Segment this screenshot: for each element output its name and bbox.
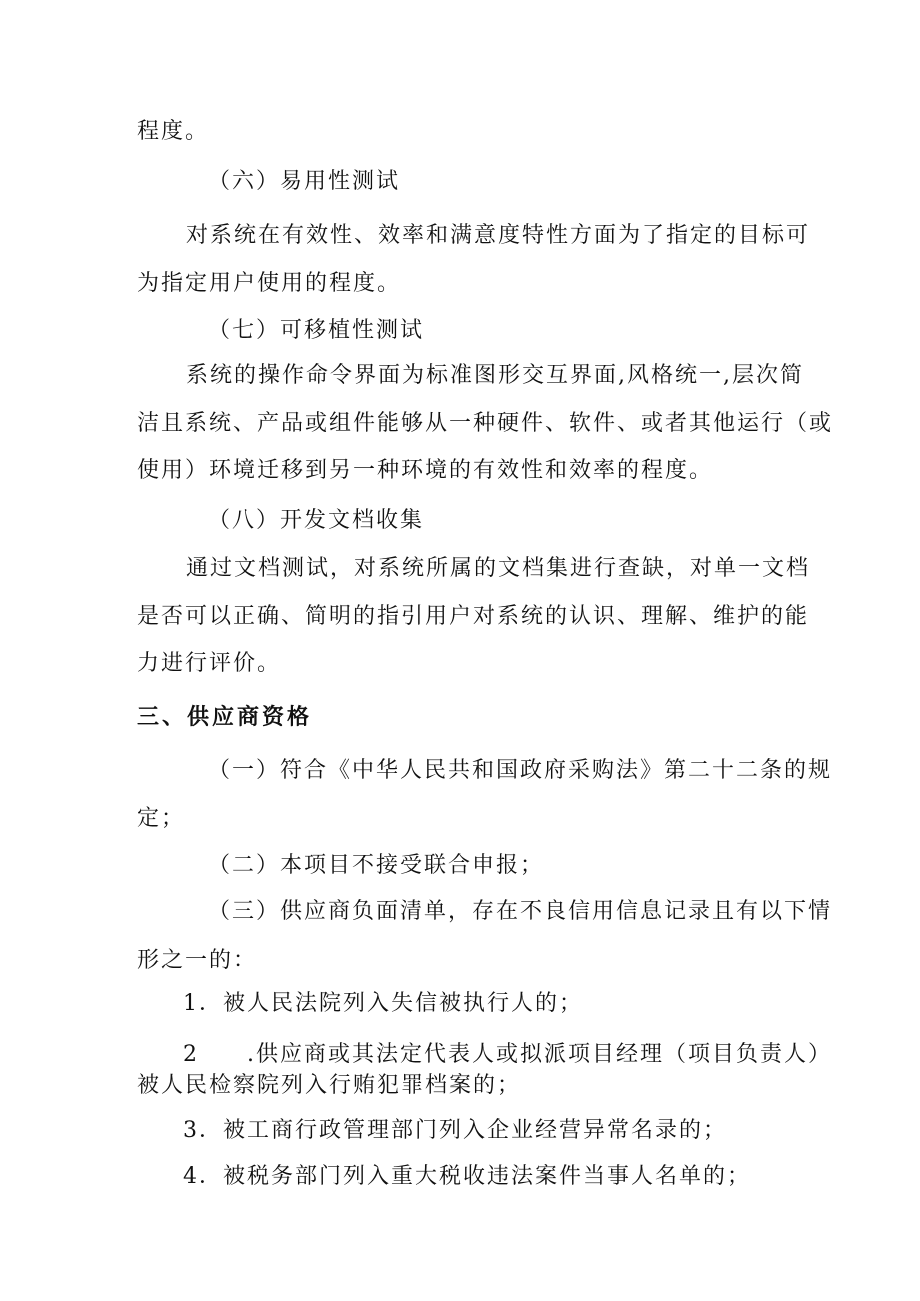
paragraph-line: 是否可以正确、简明的指引用户对系统的认识、理解、维护的能 [137, 604, 810, 629]
paragraph-line: 洁且系统、产品或组件能够从一种硬件、软件、或者其他运行（或 [137, 411, 834, 436]
section-heading: 三、供应商资格 [137, 705, 313, 730]
qualification-item-1: （一）符合《中华人民共和国政府采购法》第二十二条的规 [208, 758, 833, 783]
list-item: 1．被人民法院列入失信被执行人的； [183, 991, 583, 1016]
paragraph-line: 系统的操作命令界面为标准图形交互界面,风格统一,层次简 [186, 363, 804, 388]
paragraph-line: 力进行评价。 [137, 651, 282, 676]
paragraph-line: 使用）环境迁移到另一种环境的有效性和效率的程度。 [137, 458, 714, 483]
paragraph-line: 为指定用户使用的程度。 [137, 271, 402, 296]
subheading-dev-docs: （八）开发文档收集 [208, 508, 425, 533]
paragraph-line: 被人民检察院列入行贿犯罪档案的； [137, 1073, 522, 1098]
paragraph-line: 程度。 [137, 119, 210, 144]
paragraph-line: 形之一的： [137, 948, 258, 973]
qualification-item-3: （三）供应商负面清单，存在不良信用信息记录且有以下情 [208, 899, 833, 924]
list-item: 2 .供应商或其法定代表人或拟派项目经理（项目负责人） [183, 1042, 832, 1067]
list-item: 3．被工商行政管理部门列入企业经营异常名录的； [183, 1118, 727, 1143]
paragraph-line: 定； [137, 806, 186, 831]
paragraph-line: 对系统在有效性、效率和满意度特性方面为了指定的目标可 [186, 223, 811, 248]
subheading-portability-test: （七）可移植性测试 [208, 318, 425, 343]
qualification-item-2: （二）本项目不接受联合申报； [208, 853, 545, 878]
list-item: 4．被税务部门列入重大税收违法案件当事人名单的； [183, 1164, 751, 1189]
paragraph-line: 通过文档测试，对系统所属的文档集进行查缺，对单一文档 [186, 556, 811, 581]
subheading-usability-test: （六）易用性测试 [208, 169, 401, 194]
